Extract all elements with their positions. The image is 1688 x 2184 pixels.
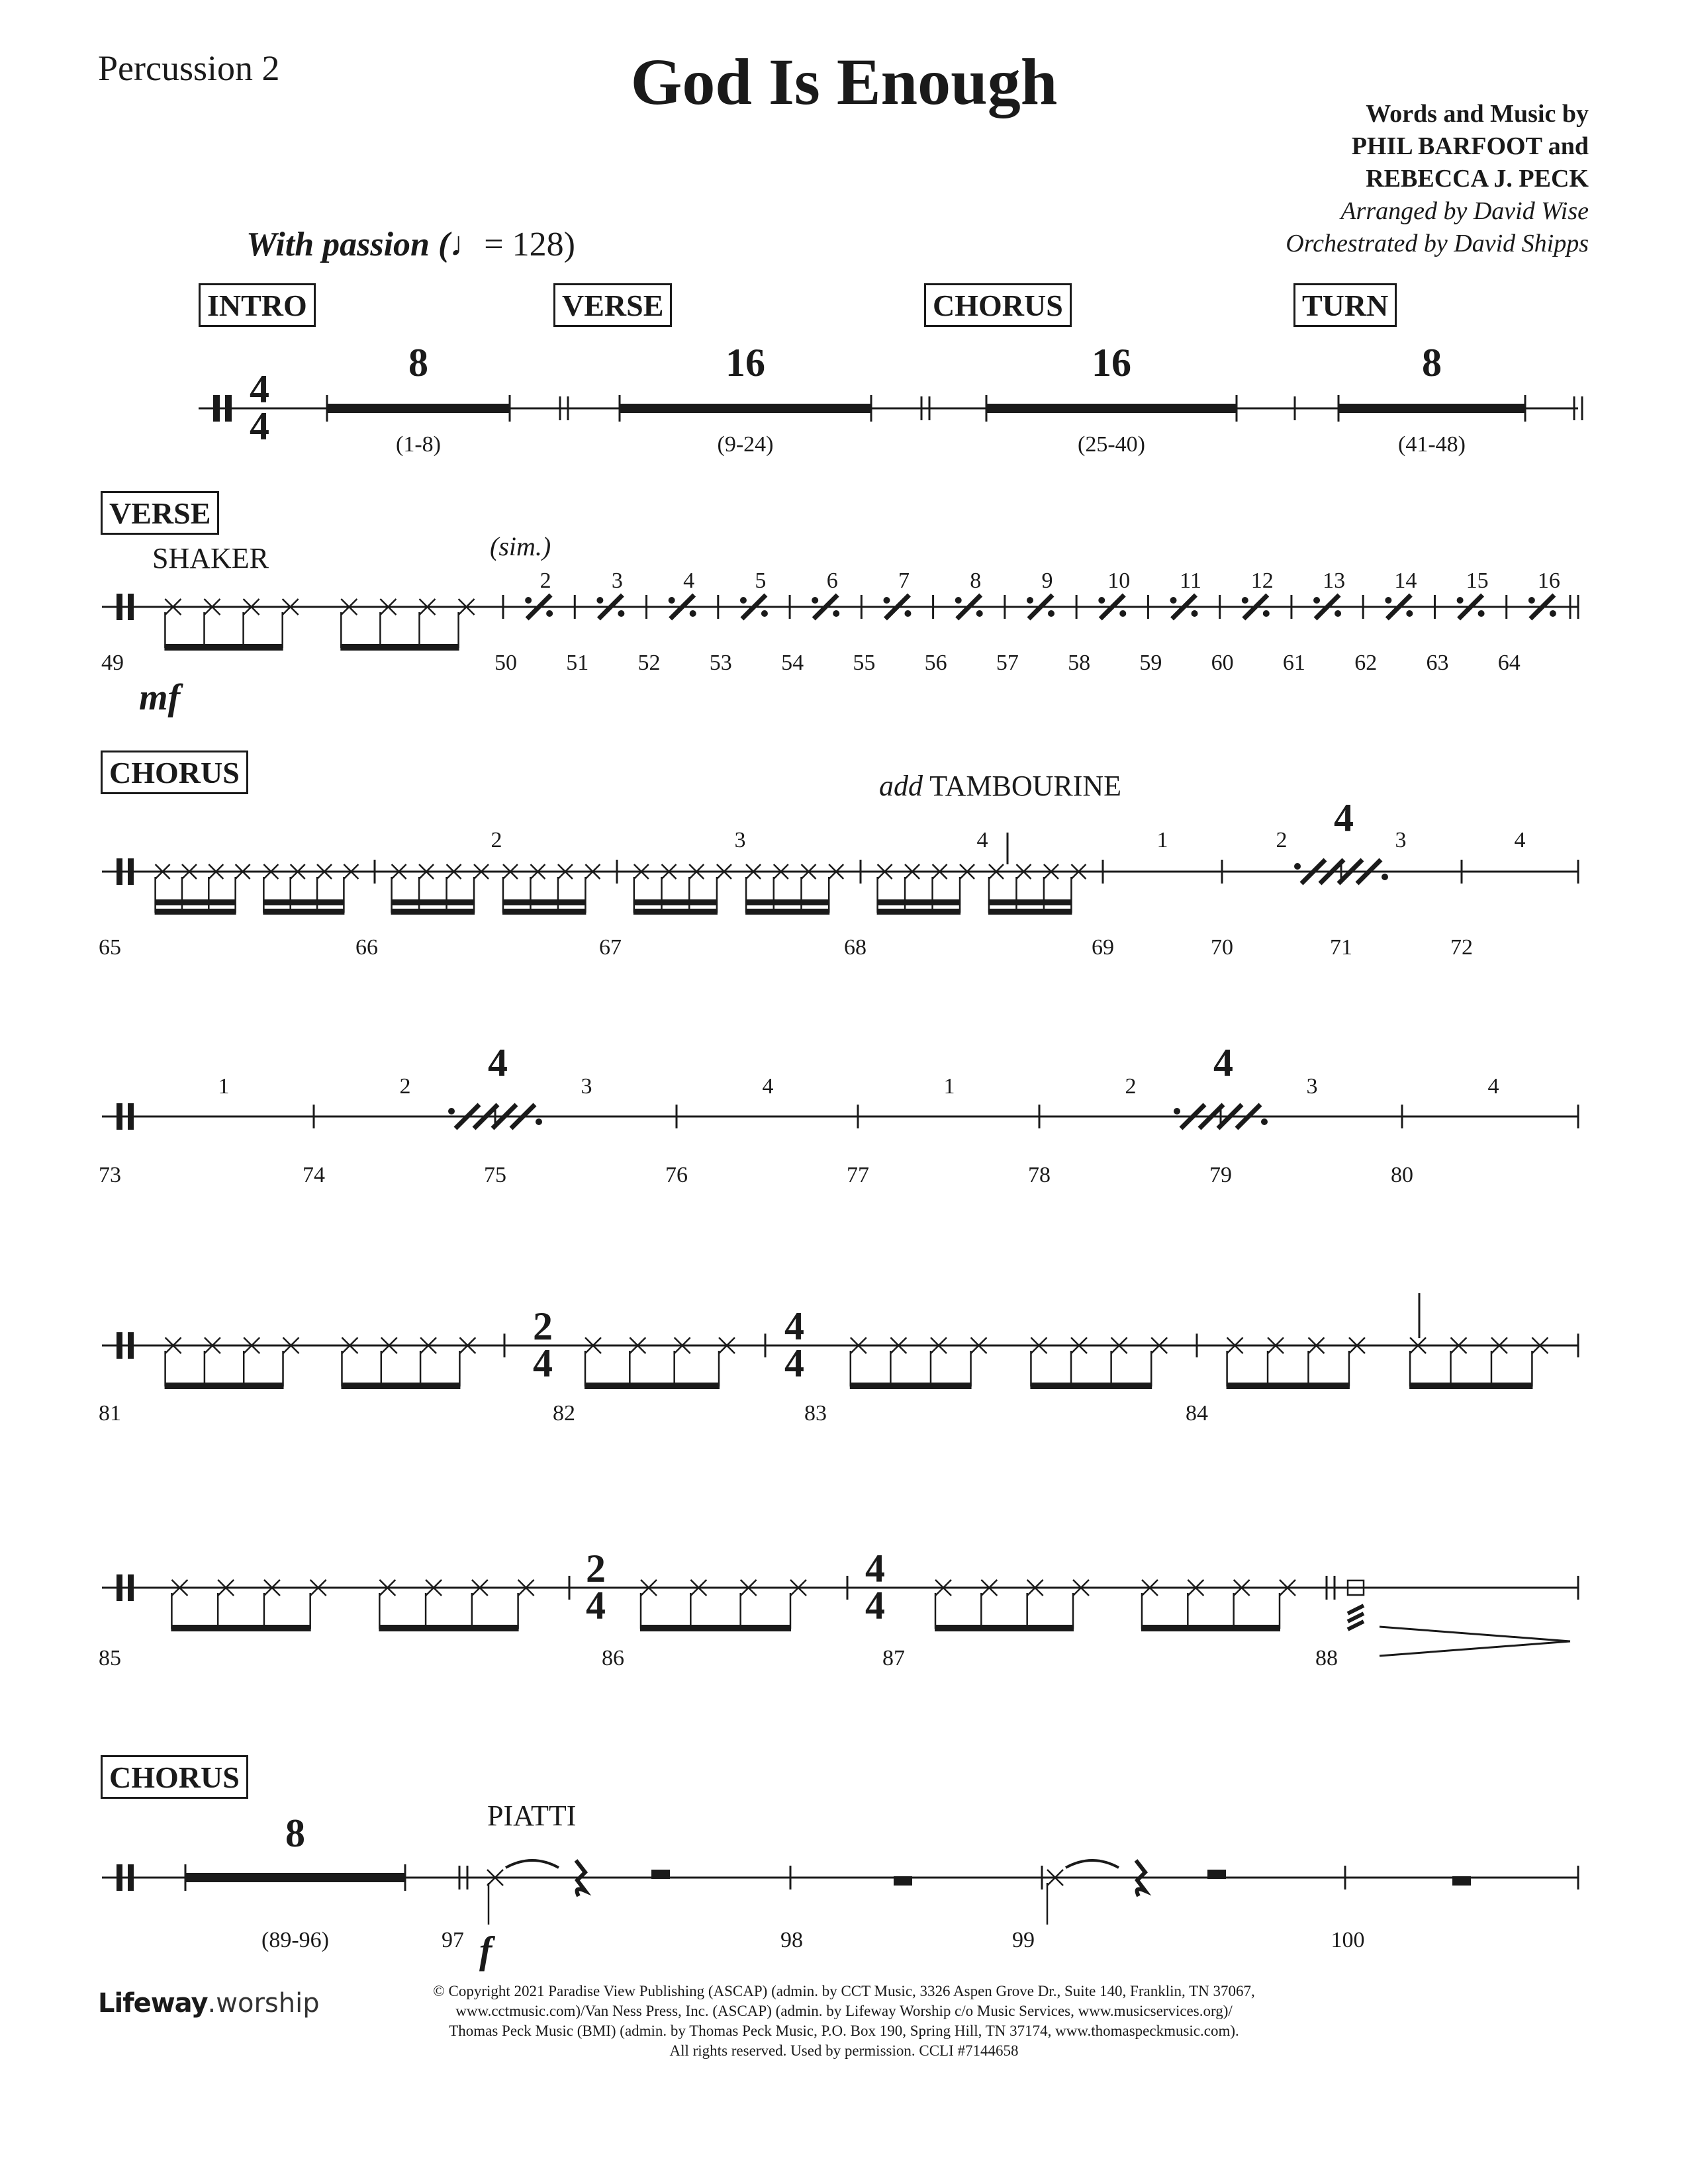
time-sig-bottom: 4 — [865, 1584, 885, 1627]
note-beam — [1141, 1625, 1280, 1631]
note-beam — [988, 909, 1072, 915]
multi-rest-range: (89-96) — [261, 1928, 329, 1952]
measure-number: 81 — [99, 1401, 121, 1426]
multi-rest-range: (9-24) — [717, 432, 774, 457]
measure-number: 53 — [709, 651, 732, 675]
time-sig-top: 2 — [533, 1304, 553, 1348]
measure-number: 79 — [1209, 1163, 1232, 1187]
measure-count: 4 — [762, 1074, 774, 1099]
sim-marking: (sim.) — [490, 531, 551, 561]
multi-repeat-count: 4 — [488, 1041, 508, 1085]
note-beam — [877, 909, 961, 915]
song-title: God Is Enough — [630, 45, 1058, 118]
repeat-dot — [1406, 610, 1413, 617]
note-beam — [1030, 1383, 1152, 1389]
measure-number: 72 — [1450, 935, 1473, 960]
note-beam — [155, 899, 236, 905]
percussion-clef — [128, 594, 134, 620]
percussion-clef — [128, 1103, 134, 1130]
measure-number: 60 — [1211, 651, 1234, 675]
note-beam — [502, 909, 586, 915]
system-6 — [99, 1547, 1578, 1670]
note-beam — [165, 1383, 284, 1389]
copyright-line-1: © Copyright 2021 Paradise View Publishing (ASCAP) (admin. by CCT Music, 3326 Aspen Grove Dr., Suite 140, Franklin, TN 37067, — [433, 1983, 1255, 1999]
percussion-clef — [128, 1332, 134, 1359]
measure-number: 49 — [101, 651, 124, 675]
add-word: add — [879, 770, 923, 802]
rehearsal-turn: TURN — [1293, 283, 1397, 327]
note-beam — [341, 1383, 460, 1389]
multi-rest-bar — [986, 404, 1237, 413]
measure-number: 59 — [1139, 651, 1162, 675]
measure-count: 4 — [1514, 828, 1526, 852]
note-beam — [391, 899, 475, 905]
percussion-clef — [117, 594, 122, 620]
repeat-dot — [1528, 597, 1535, 604]
repeat-dot — [955, 597, 962, 604]
multi-rest-bar — [1338, 404, 1525, 413]
percussion-clef — [117, 1574, 122, 1601]
repeat-dot — [761, 610, 768, 617]
repeat-count: 7 — [898, 569, 910, 593]
credits-arranger: Arranged by David Wise — [1340, 197, 1589, 225]
credits-orchestrator: Orchestrated by David Shipps — [1286, 230, 1589, 257]
measure-count: 2 — [491, 828, 502, 852]
system-3 — [99, 796, 1578, 960]
multi-repeat-count: 4 — [1334, 796, 1354, 840]
whole-rest — [894, 1876, 912, 1886]
repeat-count: 9 — [1041, 569, 1053, 593]
repeat-count: 2 — [539, 569, 551, 593]
multi-rest-range: (1-8) — [396, 432, 441, 457]
measure-count: 3 — [581, 1074, 592, 1099]
repeat-dot — [1261, 1118, 1268, 1125]
system-2 — [101, 569, 1578, 718]
percussion-clef — [117, 858, 122, 885]
percussion-clef — [117, 1332, 122, 1359]
note-beam — [850, 1383, 972, 1389]
time-sig-top: 4 — [250, 367, 269, 411]
copyright-line-3: Thomas Peck Music (BMI) (admin. by Thomas Peck Music, P.O. Box 190, Spring Hill, TN 37174, www.thomaspeckmusic.com). — [449, 2023, 1239, 2039]
tremolo-slash — [1348, 1621, 1364, 1629]
repeat-count: 10 — [1107, 569, 1131, 593]
note-beam — [155, 909, 236, 915]
measure-number: 88 — [1315, 1646, 1338, 1670]
measure-count: 1 — [218, 1074, 230, 1099]
measure-number: 61 — [1282, 651, 1305, 675]
tempo-text: With passion ( — [246, 226, 450, 263]
measure-count: 3 — [734, 828, 746, 852]
multi-rest-range: (41-48) — [1398, 432, 1466, 457]
measure-number: 97 — [442, 1928, 464, 1952]
measure-count: 4 — [976, 828, 988, 852]
rehearsal-verse: VERSE — [553, 283, 672, 327]
dynamic-f: f — [479, 1929, 492, 1972]
time-sig-top: 2 — [586, 1547, 606, 1590]
note-beam — [585, 1383, 720, 1389]
add-instrument: TAMBOURINE — [929, 770, 1122, 802]
dynamic-mf: mf — [139, 677, 181, 718]
system-1 — [199, 341, 1582, 457]
measure-count: 3 — [1306, 1074, 1318, 1099]
measure-count: 1 — [943, 1074, 955, 1099]
note-beam — [171, 1625, 310, 1631]
percussion-clef — [128, 858, 134, 885]
repeat-dot — [1242, 597, 1248, 604]
note-beam — [379, 1625, 518, 1631]
multi-rest-count: 16 — [726, 341, 765, 385]
multi-rest-count: 8 — [1422, 341, 1442, 385]
note-beam — [502, 899, 586, 905]
repeat-dot — [1119, 610, 1126, 617]
measure-number: 75 — [484, 1163, 506, 1187]
repeat-dot — [690, 610, 696, 617]
measure-number: 67 — [599, 935, 622, 960]
note-beam — [391, 909, 475, 915]
percussion-clef — [117, 1103, 122, 1130]
measure-number: 52 — [637, 651, 661, 675]
multi-rest-bar — [185, 1873, 405, 1882]
measure-number: 51 — [566, 651, 589, 675]
rehearsal-chorus-3: CHORUS — [101, 1755, 248, 1799]
measure-number: 71 — [1330, 935, 1352, 960]
repeat-count: 16 — [1537, 569, 1560, 593]
repeat-dot — [1048, 610, 1055, 617]
tremolo-slash — [1348, 1614, 1364, 1621]
rehearsal-chorus: CHORUS — [924, 283, 1072, 327]
repeat-count: 3 — [611, 569, 623, 593]
repeat-dot — [740, 597, 747, 604]
measure-number: 62 — [1354, 651, 1378, 675]
repeat-dot — [883, 597, 890, 604]
percussion-clef — [213, 395, 220, 422]
tempo-value: = 128) — [484, 226, 575, 263]
percussion-clef — [225, 395, 232, 422]
measure-number: 58 — [1068, 651, 1091, 675]
time-sig-bottom: 4 — [533, 1342, 553, 1385]
measure-count: 2 — [1125, 1074, 1137, 1099]
measure-number: 55 — [853, 651, 876, 675]
measure-number: 65 — [99, 935, 121, 960]
measure-number: 50 — [494, 651, 517, 675]
repeat-count: 14 — [1394, 569, 1417, 593]
repeat-count: 5 — [755, 569, 767, 593]
repeat-dot — [833, 610, 839, 617]
repeat-count: 6 — [826, 569, 838, 593]
repeat-count: 15 — [1466, 569, 1489, 593]
measure-number: 54 — [781, 651, 804, 675]
time-sig-top: 4 — [784, 1304, 804, 1348]
measure-number: 73 — [99, 1163, 121, 1187]
repeat-dot — [546, 610, 553, 617]
repeat-dot — [812, 597, 818, 604]
percussion-clef — [128, 1574, 134, 1601]
measure-number: 76 — [665, 1163, 688, 1187]
measure-number: 100 — [1331, 1928, 1365, 1952]
tie — [1066, 1860, 1119, 1868]
multi-rest-bar — [327, 404, 510, 413]
percussion-clef — [117, 1864, 122, 1891]
measure-count: 2 — [1276, 828, 1288, 852]
repeat-dot — [618, 610, 624, 617]
measure-number: 78 — [1028, 1163, 1051, 1187]
system-5 — [99, 1293, 1578, 1426]
copyright-line-2: www.cctmusic.com)/Van Ness Press, Inc. (ASCAP) (admin. by Lifeway Worship c/o Music Services, www.musicservices.org)/ — [455, 2003, 1233, 2019]
rehearsal-chorus-2: CHORUS — [101, 751, 248, 794]
multi-rest-count: 16 — [1092, 341, 1131, 385]
system-7 — [102, 1811, 1578, 1972]
repeat-dot — [596, 597, 603, 604]
multi-rest-count: 8 — [408, 341, 428, 385]
measure-number: 77 — [847, 1163, 869, 1187]
measure-number: 57 — [996, 651, 1019, 675]
note-beam — [263, 899, 344, 905]
instrument-shaker: SHAKER — [152, 542, 269, 574]
note-beam — [745, 909, 829, 915]
time-sig-bottom: 4 — [784, 1342, 804, 1385]
note-beam — [340, 644, 459, 651]
note-beam — [164, 644, 283, 651]
measure-count: 4 — [1487, 1074, 1499, 1099]
whole-rest — [651, 1870, 670, 1879]
logo-light: worship — [216, 1988, 320, 2019]
quarter-note-icon: ♩ — [449, 226, 485, 263]
repeat-dot — [1385, 597, 1391, 604]
measure-count: 2 — [399, 1074, 411, 1099]
measure-number: 66 — [355, 935, 378, 960]
multi-rest-bar — [620, 404, 871, 413]
repeat-dot — [1478, 610, 1485, 617]
repeat-dot — [448, 1108, 455, 1115]
copyright-notice — [0, 1981, 1688, 2061]
repeat-dot — [1098, 597, 1105, 604]
repeat-count: 13 — [1323, 569, 1346, 593]
measure-number: 84 — [1186, 1401, 1208, 1426]
whole-rest — [1207, 1870, 1226, 1879]
repeat-dot — [1335, 610, 1341, 617]
measure-number: 86 — [602, 1646, 624, 1670]
repeat-dot — [904, 610, 911, 617]
multi-repeat-count: 4 — [1213, 1041, 1233, 1085]
repeat-dot — [1382, 874, 1388, 880]
measure-number: 98 — [780, 1928, 803, 1952]
note-beam — [988, 899, 1072, 905]
multi-rest-range: (25-40) — [1078, 432, 1145, 457]
repeat-dot — [1550, 610, 1556, 617]
copyright-line-4: All rights reserved. Used by permission. CCLI #7144658 — [669, 2042, 1019, 2059]
note-beam — [633, 899, 718, 905]
repeat-dot — [536, 1118, 542, 1125]
note-beam — [640, 1625, 791, 1631]
note-beam — [633, 909, 718, 915]
repeat-dot — [669, 597, 675, 604]
time-sig-bottom: 4 — [250, 404, 269, 448]
credits-words-music: Words and Music by — [1366, 100, 1589, 128]
note-beam — [745, 899, 829, 905]
time-sig-top: 4 — [865, 1547, 885, 1590]
lifeway-worship-logo: Lifeway.worship — [98, 1988, 320, 2019]
repeat-count: 4 — [683, 569, 695, 593]
repeat-count: 11 — [1180, 569, 1201, 593]
measure-number: 63 — [1426, 651, 1449, 675]
note-beam — [1409, 1383, 1532, 1389]
note-beam — [1227, 1383, 1350, 1389]
repeat-count: 12 — [1250, 569, 1274, 593]
measure-number: 69 — [1092, 935, 1114, 960]
whole-rest — [1452, 1876, 1471, 1886]
measure-number: 68 — [844, 935, 867, 960]
diminuendo-hairpin — [1380, 1627, 1570, 1656]
measure-number: 80 — [1391, 1163, 1413, 1187]
system-4 — [99, 1041, 1578, 1187]
rehearsal-intro: INTRO — [199, 283, 316, 327]
repeat-count: 8 — [970, 569, 982, 593]
credits-composer1: PHIL BARFOOT and — [1351, 132, 1589, 160]
repeat-dot — [1174, 1108, 1180, 1115]
repeat-dot — [1170, 597, 1177, 604]
measure-number: 64 — [1497, 651, 1521, 675]
measure-number: 83 — [804, 1401, 827, 1426]
measure-number: 99 — [1012, 1928, 1035, 1952]
measure-number: 82 — [553, 1401, 575, 1426]
measure-number: 85 — [99, 1646, 121, 1670]
repeat-dot — [1457, 597, 1464, 604]
time-sig-bottom: 4 — [586, 1584, 606, 1627]
repeat-dot — [1294, 863, 1301, 870]
instrument-name: Percussion 2 — [98, 48, 280, 88]
measure-number: 56 — [924, 651, 947, 675]
credits-composer2: REBECCA J. PECK — [1366, 165, 1589, 193]
repeat-dot — [1192, 610, 1198, 617]
repeat-dot — [976, 610, 983, 617]
note-beam — [263, 909, 344, 915]
multi-rest-count: 8 — [285, 1811, 305, 1855]
repeat-dot — [1027, 597, 1033, 604]
repeat-dot — [1263, 610, 1270, 617]
tremolo-slash — [1348, 1606, 1364, 1614]
repeat-dot — [1313, 597, 1320, 604]
measure-number: 70 — [1211, 935, 1233, 960]
rehearsal-verse-2: VERSE — [101, 491, 219, 535]
measure-number: 87 — [882, 1646, 905, 1670]
measure-count: 3 — [1395, 828, 1407, 852]
instrument-piatti: PIATTI — [487, 1799, 577, 1832]
tie — [506, 1860, 559, 1868]
logo-bold: Lifeway — [98, 1988, 208, 2019]
note-beam — [935, 1625, 1074, 1631]
repeat-dot — [525, 597, 532, 604]
percussion-clef — [128, 1864, 134, 1891]
note-beam — [877, 899, 961, 905]
measure-number: 74 — [303, 1163, 325, 1187]
measure-count: 1 — [1156, 828, 1168, 852]
